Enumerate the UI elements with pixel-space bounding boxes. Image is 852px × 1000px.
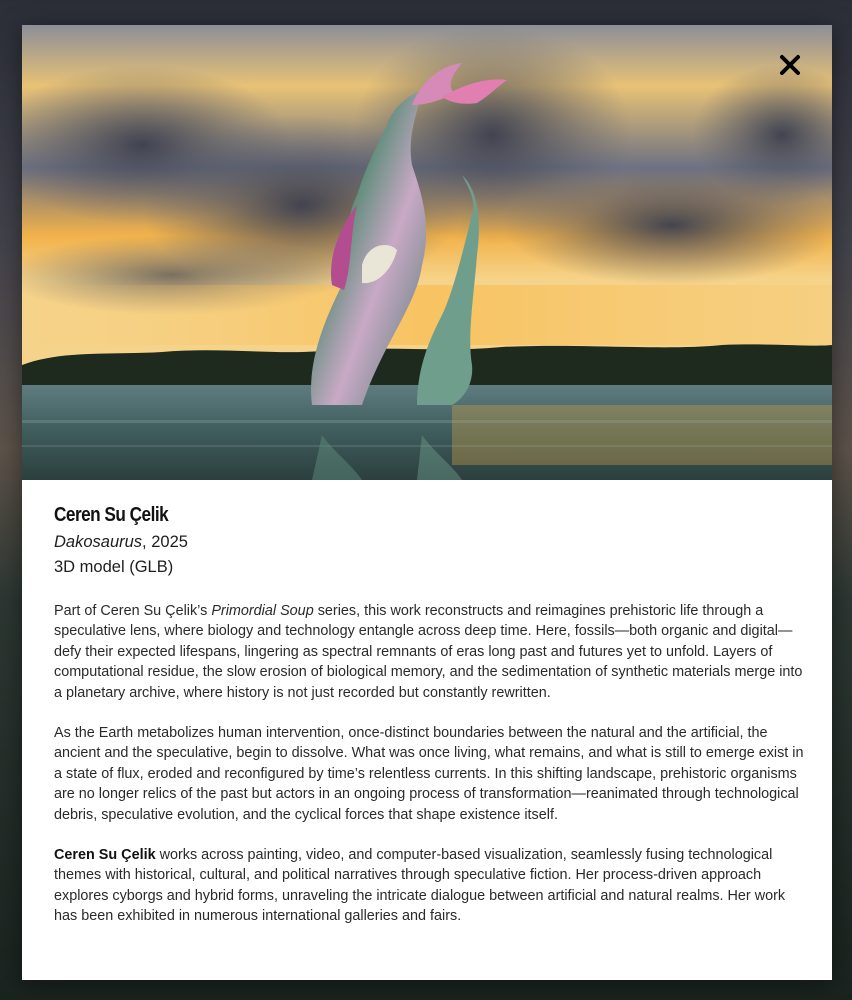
artwork-info — [54, 502, 812, 927]
artist-bio-name: Ceren Su Çelik — [54, 847, 156, 864]
artwork-image — [22, 25, 832, 480]
description-paragraph-1: Part of Ceren Su Çelik’s Primordial Soup series, this work reconstructs and reimagines prehistoric life through a speculative lens, where biology and technology entangle across deep time. Here, fossils—both organic and digital—defy their expected lifespans, lingering as spectral remnants of eras long past and futures yet to unfold. Layers of computational residue, the slow erosion of biological memory, and the sedimentation of synthetic materials merge into a planetary archive, where history is not just recorded but constantly rewritten. — [54, 603, 803, 701]
close-button[interactable] — [772, 47, 808, 83]
series-title: Primordial Soup — [211, 603, 314, 619]
artist-name: Ceren Su Çelik — [54, 504, 169, 526]
description-paragraph-2: As the Earth metabolizes human intervention, once-distinct boundaries between the natural and the artificial, the ancient and the speculative, begin to dissolve. What was once living, what remains, and what is still to emerge exist in a state of flux, eroded and reconfigured by time’s relentless currents. In this shifting landscape, prehistoric organisms are no longer relics of the past but actors in an ongoing process of transformation—reanimated through technological debris, speculative evolution, and the cyclical forces that shape existence itself. — [54, 725, 804, 823]
work-medium: 3D model (GLB) — [54, 558, 174, 576]
work-title-line — [54, 531, 812, 553]
artwork-modal — [22, 25, 832, 980]
work-year: , 2025 — [142, 533, 188, 551]
artist-bio: Ceren Su Çelik works across painting, video, and computer-based visualization, seamlessly fusing technological themes with historical, cultural, and political narratives through speculative fiction. Her process-driven approach explores cyborgs and hybrid forms, unraveling the intricate dialogue between artificial and natural realms. Her work has been exhibited in numerous international galleries and fairs. — [54, 847, 786, 925]
work-title: Dakosaurus — [54, 533, 143, 551]
close-icon — [779, 54, 801, 76]
